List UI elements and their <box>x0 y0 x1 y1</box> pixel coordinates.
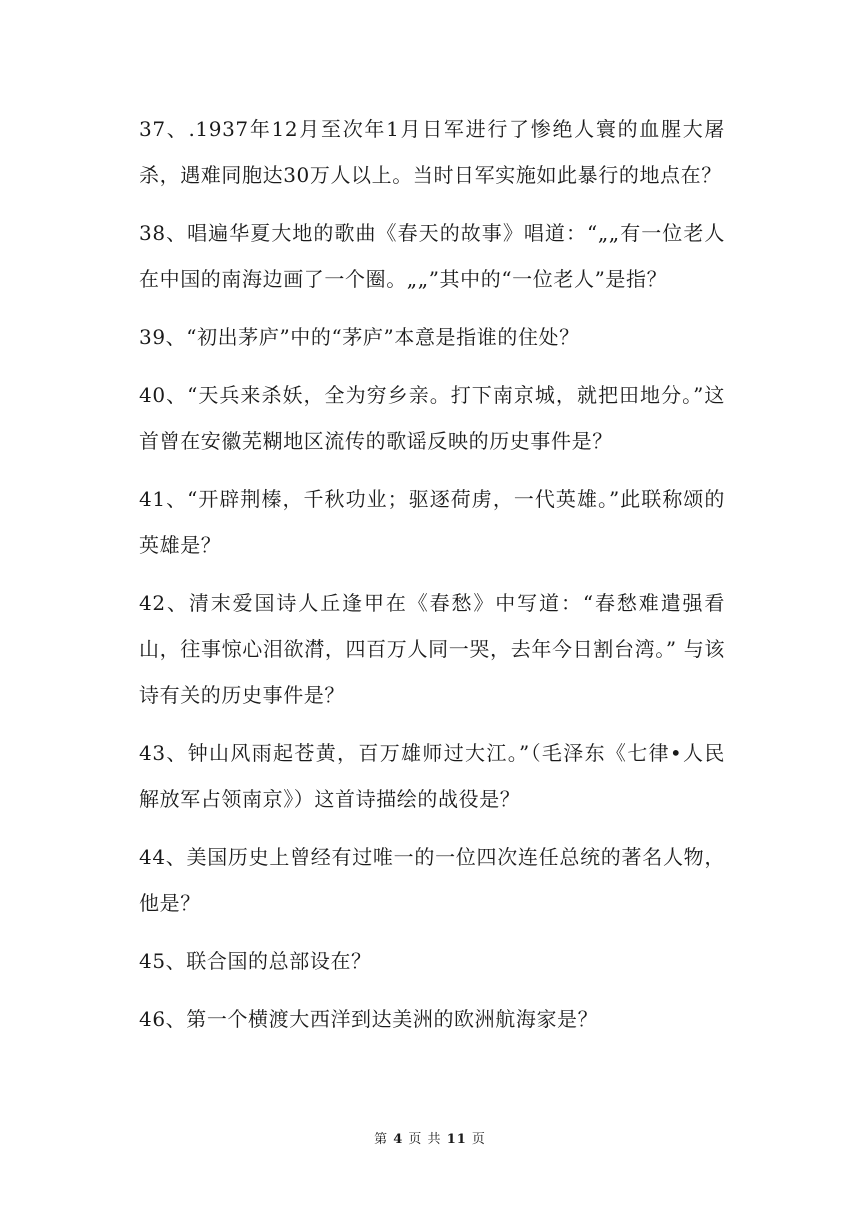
page-footer <box>0 1128 860 1147</box>
question-42: 42、清末爱国诗人丘逢甲在《春愁》中写道：“春愁难遣强看山，往事惊心泪欲潸，四百万人同一哭，去年今日割台湾。” 与该诗有关的历史事件是？ <box>139 591 725 707</box>
footer-page-number: 4 <box>393 1132 404 1147</box>
question-37: 37、.1937年12月至次年1月日军进行了惨绝人寰的血腥大屠杀，遇难同胞达30万人以上。当时日军实施如此暴行的地点在？ <box>139 117 725 187</box>
question-39: 39、“初出茅庐”中的“茅庐”本意是指谁的住处？ <box>139 325 580 349</box>
question-38: 38、唱遍华夏大地的歌曲《春天的故事》唱道：“„„有一位老人在中国的南海边画了一个圈。„„”其中的“一位老人”是指？ <box>139 221 725 291</box>
question-list <box>139 106 725 1054</box>
footer-total-pages: 11 <box>446 1132 467 1147</box>
question-44: 44、美国历史上曾经有过唯一的一位四次连任总统的著名人物，他是？ <box>139 845 725 915</box>
question-45: 45、联合国的总部设在？ <box>139 949 372 973</box>
question-41: 41、“开辟荆榛，千秋功业；驱逐荷虏，一代英雄。”此联称颂的英雄是？ <box>139 487 725 557</box>
footer-middle: 页 共 <box>408 1132 442 1147</box>
question-46: 46、第一个横渡大西洋到达美洲的欧洲航海家是？ <box>139 1007 599 1031</box>
question-40: 40、“天兵来杀妖，全为穷乡亲。打下南京城，就把田地分。”这首曾在安徽芜糊地区流传的歌谣反映的历史事件是？ <box>139 383 725 453</box>
footer-prefix: 第 <box>374 1132 389 1147</box>
question-43: 43、钟山风雨起苍黄，百万雄师过大江。”（毛泽东《七律•人民解放军占领南京》）这首诗描绘的战役是？ <box>139 741 725 811</box>
footer-suffix: 页 <box>471 1132 486 1147</box>
